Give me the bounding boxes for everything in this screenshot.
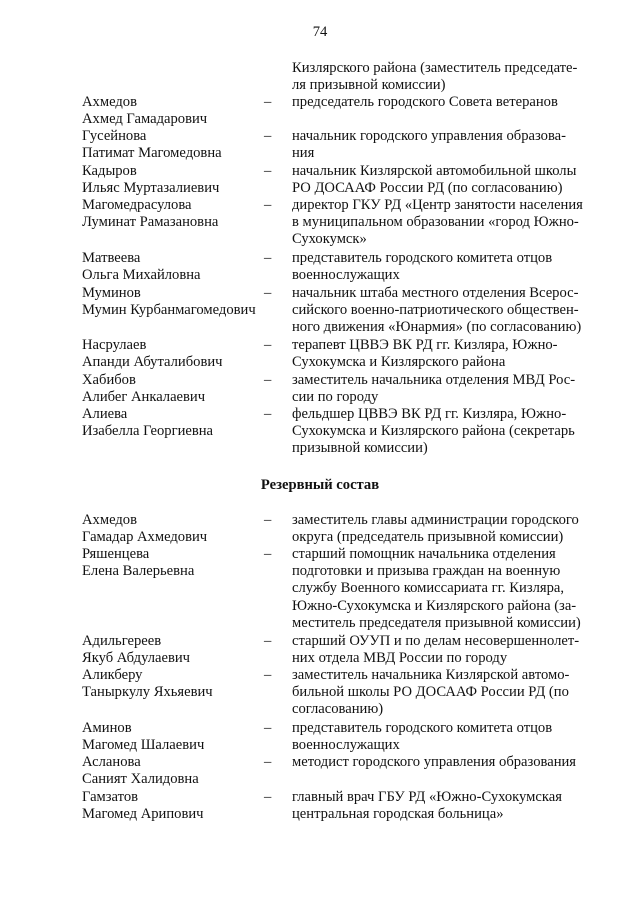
member-role	[292, 406, 610, 458]
member-entry	[82, 512, 612, 546]
role-line: ного движения «Юнармия» (по согласованию)	[292, 319, 582, 336]
member-name	[82, 512, 264, 546]
dash: –	[264, 372, 272, 388]
member-entry	[82, 633, 612, 667]
dash: –	[264, 754, 272, 770]
role-line: заместитель главы администрации городского	[292, 512, 579, 528]
role-line: сии по городу	[292, 389, 379, 406]
member-entry	[82, 128, 612, 162]
given-names: Саният Халидовна	[82, 771, 199, 788]
role-line: меститель председателя призывной комиссии)	[292, 614, 581, 631]
given-names: Изабелла Георгиевна	[82, 423, 214, 440]
member-role	[292, 250, 610, 284]
member-entry	[82, 789, 612, 823]
member-role	[292, 789, 610, 823]
given-names: Магомед Арипович	[82, 806, 204, 823]
role-line: начальник Кизлярской автомобильной школы	[292, 163, 577, 179]
role-line: бильной школы РО ДОСААФ России РД (по	[292, 684, 569, 701]
member-role	[292, 546, 610, 632]
member-entry	[82, 285, 612, 337]
role-line: военнослужащих	[292, 267, 400, 284]
role-line: методист городского управления образования	[292, 754, 577, 770]
member-entry	[82, 754, 612, 788]
role-line: военнослужащих	[292, 737, 400, 754]
member-role	[292, 163, 610, 197]
surname: Гамзатов	[82, 789, 139, 805]
dash: –	[264, 667, 272, 683]
member-entry	[82, 94, 612, 128]
dash: –	[264, 128, 272, 144]
surname: Асланова	[82, 754, 141, 770]
member-role	[292, 754, 610, 788]
surname: Матвеева	[82, 250, 141, 266]
role-line: фельдшер ЦВВЭ ВК РД гг. Кизляра, Южно-	[292, 406, 567, 422]
given-names: Ильяс Муртазалиевич	[82, 180, 220, 197]
role-line: призывной комиссии)	[292, 440, 428, 457]
member-name	[82, 372, 264, 406]
given-names: Апанди Абуталибович	[82, 354, 223, 371]
role-line: центральная городская больница»	[292, 806, 504, 823]
role-line: Сухокумска и Кизлярского района (секретарь	[292, 423, 575, 440]
surname: Адильгереев	[82, 633, 162, 649]
member-name	[82, 667, 264, 719]
role-line: начальник городского управления образова-	[292, 128, 566, 144]
dash: –	[264, 285, 272, 301]
member-name	[82, 337, 264, 371]
role-line: округа (председатель призывной комиссии)	[292, 529, 564, 546]
member-name	[82, 128, 264, 162]
dash: –	[264, 406, 272, 422]
member-entry	[82, 667, 612, 719]
given-names: Магомед Шалаевич	[82, 737, 205, 754]
role-line: старший ОУУП и по делам несовершеннолет-	[292, 633, 580, 649]
member-name	[82, 285, 264, 337]
given-names: Таныркулу Яхьяевич	[82, 684, 213, 701]
dash: –	[264, 633, 272, 649]
role-line: Сухокумск»	[292, 231, 367, 248]
surname: Кадыров	[82, 163, 137, 179]
surname: Алиева	[82, 406, 128, 422]
role-line: заместитель начальника отделения МВД Рос-	[292, 372, 576, 388]
given-names: Патимат Магомедовна	[82, 145, 222, 162]
continuation-line: Кизлярского района (заместитель председате-	[292, 60, 578, 76]
member-role	[292, 337, 610, 371]
surname: Хабибов	[82, 372, 136, 388]
member-name	[82, 546, 264, 632]
role-line: представитель городского комитета отцов	[292, 720, 553, 736]
role-line: в муниципальном образовании «город Южно-	[292, 214, 579, 231]
member-name	[82, 633, 264, 667]
surname: Магомедрасулова	[82, 197, 192, 213]
dash: –	[264, 337, 272, 353]
member-name	[82, 250, 264, 284]
role-line: терапевт ЦВВЭ ВК РД гг. Кизляра, Южно-	[292, 337, 558, 353]
member-entry	[82, 197, 612, 249]
dash: –	[264, 720, 272, 736]
role-line: согласованию)	[292, 701, 384, 718]
surname: Гусейнова	[82, 128, 147, 144]
role-line: представитель городского комитета отцов	[292, 250, 553, 266]
member-role	[292, 372, 610, 406]
member-name	[82, 406, 264, 458]
role-line: старший помощник начальника отделения	[292, 546, 556, 562]
surname: Аминов	[82, 720, 132, 736]
member-role	[292, 285, 610, 337]
dash: –	[264, 163, 272, 179]
given-names: Якуб Абдулаевич	[82, 650, 191, 667]
dash: –	[264, 789, 272, 805]
member-entry	[82, 372, 612, 406]
continuation-text	[292, 60, 610, 94]
role-line: председатель городского Совета ветеранов	[292, 94, 558, 110]
surname: Насрулаев	[82, 337, 147, 353]
role-line: директор ГКУ РД «Центр занятости населения	[292, 197, 583, 213]
role-line: РО ДОСААФ России РД (по согласованию)	[292, 180, 563, 197]
member-role	[292, 197, 610, 249]
member-role	[292, 633, 610, 667]
member-entry	[82, 163, 612, 197]
role-line: главный врач ГБУ РД «Южно-Сухокумская	[292, 789, 562, 805]
member-name	[82, 754, 264, 788]
dash: –	[264, 197, 272, 213]
dash: –	[264, 250, 272, 266]
member-role	[292, 128, 610, 162]
given-names: Ольга Михайловна	[82, 267, 201, 284]
role-line: начальник штаба местного отделения Всерос-	[292, 285, 579, 301]
continuation-line: ля призывной комиссии)	[292, 77, 446, 94]
given-names: Луминат Рамазановна	[82, 214, 219, 231]
member-name	[82, 197, 264, 249]
member-name	[82, 720, 264, 754]
member-entry	[82, 720, 612, 754]
given-names: Ахмед Гамадарович	[82, 111, 208, 128]
role-line: подготовки и призыва граждан на военную	[292, 563, 561, 580]
role-line: Сухокумска и Кизлярского района	[292, 354, 506, 371]
member-entry	[82, 250, 612, 284]
given-names: Гамадар Ахмедович	[82, 529, 208, 546]
surname: Ряшенцева	[82, 546, 150, 562]
role-line: службу Военного комиссариата гг. Кизляра,	[292, 580, 564, 597]
role-line: Южно-Сухокумска и Кизлярского района (за-	[292, 597, 577, 614]
given-names: Елена Валерьевна	[82, 563, 195, 580]
member-role	[292, 94, 610, 128]
dash: –	[264, 94, 272, 110]
member-role	[292, 720, 610, 754]
given-names: Мумин Курбанмагомедович	[82, 302, 256, 319]
surname: Аликберу	[82, 667, 143, 683]
member-entry	[82, 406, 612, 458]
member-name	[82, 94, 264, 128]
member-role	[292, 512, 610, 546]
role-line: них отдела МВД России по городу	[292, 650, 508, 667]
member-role	[292, 667, 610, 719]
page-number: 74	[312, 24, 328, 40]
member-entry	[82, 546, 612, 632]
role-line: ния	[292, 145, 315, 162]
member-entry	[82, 337, 612, 371]
surname: Ахмедов	[82, 512, 137, 528]
member-name	[82, 163, 264, 197]
section-heading: Резервный состав	[260, 477, 380, 493]
given-names: Алибег Анкалаевич	[82, 389, 206, 406]
role-line: сийского военно-патриотического обществен-	[292, 302, 579, 319]
surname: Ахмедов	[82, 94, 137, 110]
dash: –	[264, 512, 272, 528]
member-name	[82, 789, 264, 823]
role-line: заместитель начальника Кизлярской автомо-	[292, 667, 570, 683]
surname: Муминов	[82, 285, 141, 301]
dash: –	[264, 546, 272, 562]
